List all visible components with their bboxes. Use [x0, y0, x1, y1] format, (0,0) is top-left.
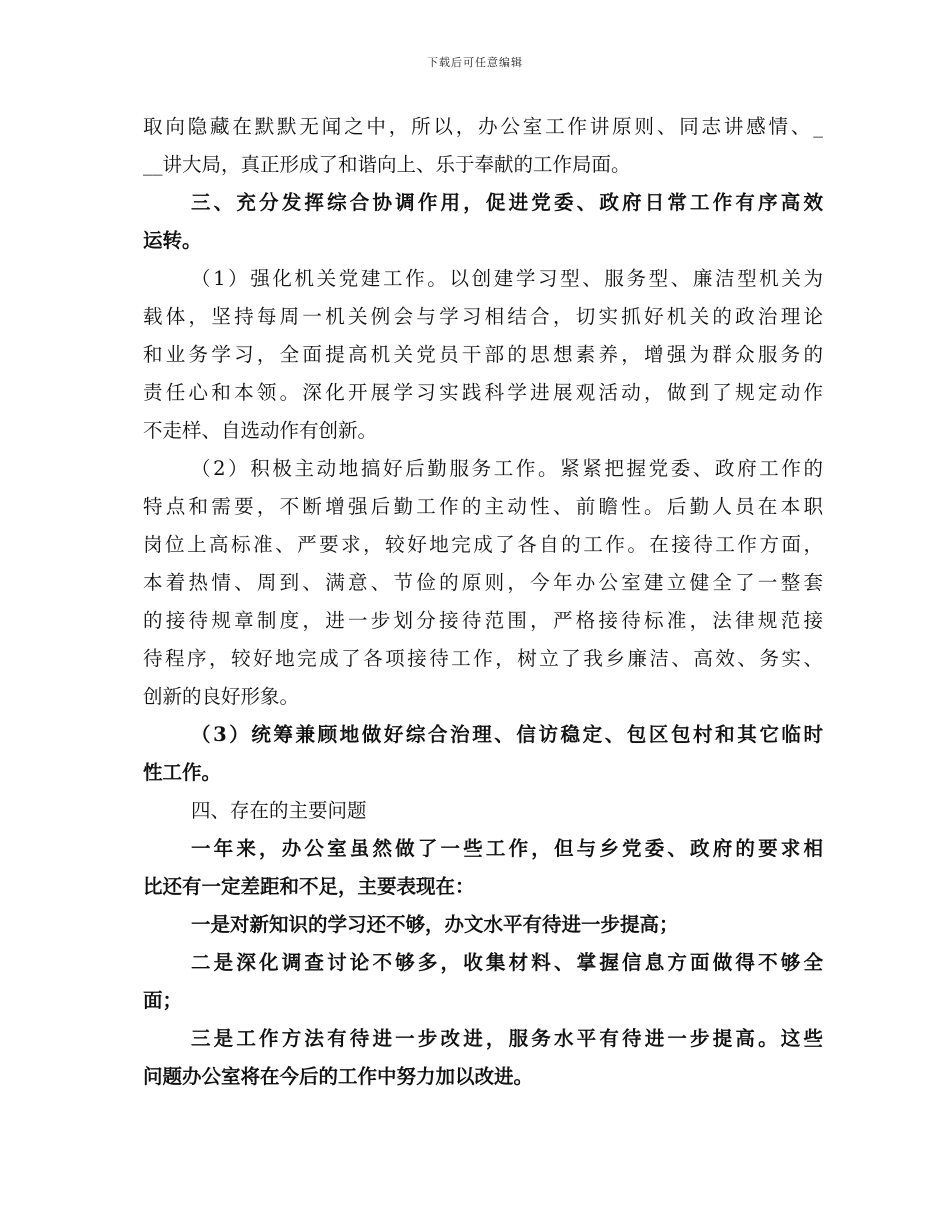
- text-line: 和业务学习，全面提高机关党员干部的思想素养，增强为群众服务的: [143, 343, 823, 366]
- document-body: [143, 108, 823, 1096]
- text-line: 面；: [143, 989, 183, 1012]
- text-line: 的接待规章制度，进一步划分接待范围，严格接待标准，法律规范接: [143, 609, 823, 632]
- text-line: （3）统筹兼顾地做好综合治理、信访稳定、包区包村和其它临时: [191, 723, 823, 746]
- text-line: （1）强化机关党建工作。以创建学习型、服务型、廉洁型机关为: [191, 267, 823, 290]
- text-line: （2）积极主动地搞好后勤服务工作。紧紧把握党委、政府工作的: [191, 457, 823, 480]
- text-line: __讲大局，真正形成了和谐向上、乐于奉献的工作局面。: [143, 153, 631, 176]
- text-line: 一年来，办公室虽然做了一些工作，但与乡党委、政府的要求相: [191, 837, 823, 860]
- text-line: 本着热情、周到、满意、节俭的原则，今年办公室建立健全了一整套: [143, 571, 823, 594]
- text-line: 三是工作方法有待进一步改进，服务水平有待进一步提高。这些: [191, 1027, 823, 1050]
- text-line: 四、存在的主要问题: [191, 799, 367, 822]
- text-line: 岗位上高标准、严要求，较好地完成了各自的工作。在接待工作方面，: [143, 533, 823, 556]
- text-line: 问题办公室将在今后的工作中努力加以改进。: [143, 1065, 534, 1088]
- text-line: 运转。: [143, 229, 202, 252]
- text-line: 创新的良好形象。: [143, 685, 300, 708]
- text-line: 取向隐藏在默默无闻之中，所以，办公室工作讲原则、同志讲感情、_: [143, 115, 823, 138]
- text-line: 特点和需要，不断增强后勤工作的主动性、前瞻性。后勤人员在本职: [143, 495, 823, 518]
- text-line: 待程序，较好地完成了各项接待工作，树立了我乡廉洁、高效、务实、: [143, 647, 823, 670]
- text-line: 责任心和本领。深化开展学习实践科学进展观活动，做到了规定动作: [143, 381, 823, 404]
- text-line: 性工作。: [143, 761, 222, 784]
- text-line: 三、充分发挥综合协调作用，促进党委、政府日常工作有序高效: [191, 191, 823, 214]
- page-header: 下载后可任意编辑: [427, 56, 523, 69]
- text-line: 不走样、自选动作有创新。: [143, 419, 378, 442]
- text-line: 比还有一定差距和不足，主要表现在：: [143, 875, 475, 898]
- text-line: 载体，坚持每周一机关例会与学习相结合，切实抓好机关的政治理论: [143, 305, 823, 328]
- text-line: 二是深化调查讨论不够多，收集材料、掌握信息方面做得不够全: [191, 951, 823, 974]
- text-line: 一是对新知识的学习还不够，办文水平有待进一步提高；: [191, 913, 679, 936]
